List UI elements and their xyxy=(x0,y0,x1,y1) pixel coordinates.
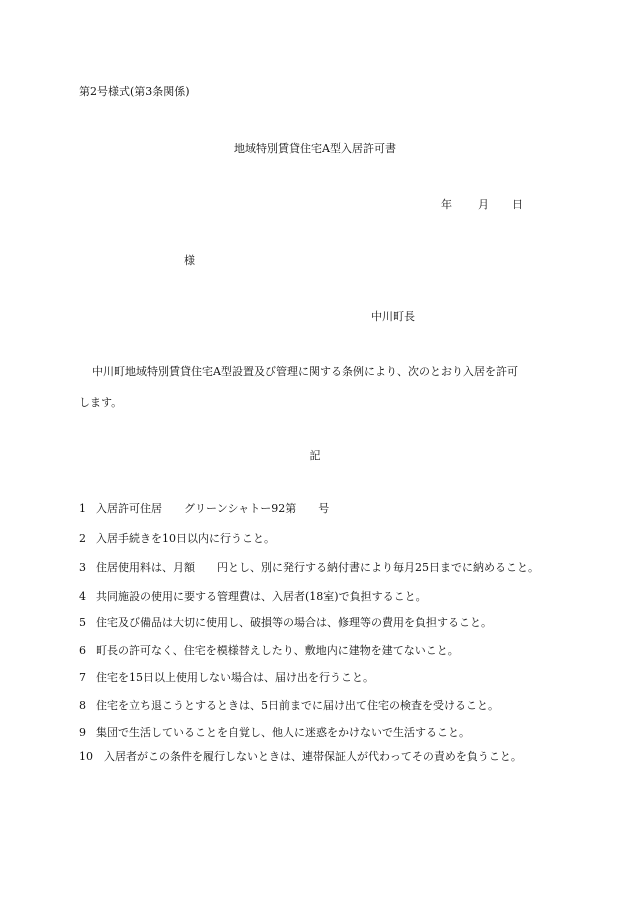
date-month-label: 月 xyxy=(478,198,489,211)
body-text-line-2: します。 xyxy=(79,396,123,409)
condition-item xyxy=(79,531,275,547)
condition-number: 9 xyxy=(79,726,86,739)
condition-item xyxy=(79,698,499,714)
addressee-honorific: 様 xyxy=(184,254,195,267)
condition-item xyxy=(79,643,459,659)
condition-number: 5 xyxy=(79,616,86,629)
condition-item xyxy=(79,560,539,576)
condition-number: 2 xyxy=(79,532,86,545)
condition-number: 10 xyxy=(79,750,93,763)
body-text-line-1: 中川町地域特別賃貸住宅A型設置及び管理に関する条例により、次のとおり入居を許可 xyxy=(92,365,518,378)
document-title: 地域特別賃貸住宅A型入居許可書 xyxy=(234,142,396,155)
condition-item xyxy=(79,725,470,741)
condition-text: 住宅及び備品は大切に使用し、破損等の場合は、修理等の費用を負担すること。 xyxy=(96,616,492,629)
issuer-name: 中川町長 xyxy=(371,310,415,323)
condition-text: 入居手続きを10日以内に行うこと。 xyxy=(96,532,275,545)
condition-number: 4 xyxy=(79,590,86,603)
ki-heading: 記 xyxy=(309,449,321,462)
condition-text: 住宅を立ち退こうとするときは、5日前までに届け出て住宅の検査を受けること。 xyxy=(96,699,499,712)
condition-item xyxy=(79,615,492,631)
condition-number: 7 xyxy=(79,671,86,684)
condition-text: 入居者がこの条件を履行しないときは、連帯保証人が代わってその責めを負うこと。 xyxy=(104,750,522,763)
condition-number: 6 xyxy=(79,644,86,657)
condition-number: 1 xyxy=(79,502,86,515)
condition-item xyxy=(79,670,374,686)
condition-item xyxy=(79,749,522,765)
condition-text: 共同施設の使用に要する管理費は、入居者(18室)で負担すること。 xyxy=(96,590,427,603)
condition-text: 入居許可住居 グリーンシャトー92第 号 xyxy=(96,502,330,515)
condition-text: 住居使用料は、月額 円とし、別に発行する納付書により毎月25日までに納めること。 xyxy=(96,561,539,574)
form-number: 第2号様式(第3条関係) xyxy=(79,85,190,98)
condition-text: 住宅を15日以上使用しない場合は、届け出を行うこと。 xyxy=(96,671,374,684)
condition-item xyxy=(79,501,329,517)
condition-number: 8 xyxy=(79,699,86,712)
condition-item xyxy=(79,589,427,605)
condition-text: 町長の許可なく、住宅を模様替えしたり、敷地内に建物を建てないこと。 xyxy=(96,644,459,657)
date-day-label: 日 xyxy=(512,198,523,211)
date-year-label: 年 xyxy=(441,198,452,211)
condition-number: 3 xyxy=(79,561,86,574)
condition-text: 集団で生活していることを自覚し、他人に迷惑をかけないで生活すること。 xyxy=(96,726,470,739)
